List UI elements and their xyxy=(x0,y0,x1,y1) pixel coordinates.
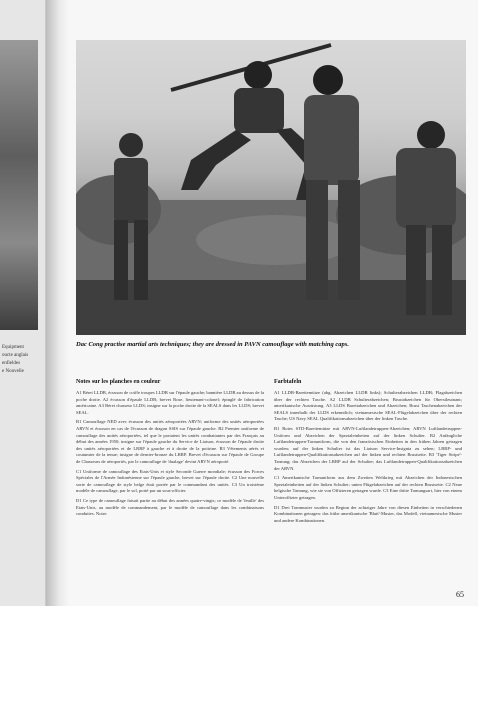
column-left-paragraph: B1 Camouflage NED avec écusson des unités aéroportées ARVN; uniforme des unités aéroportées ARVN et écusson en cas de l'écusson de dragon SSIS sur l'épaule gauche. B2 Premier uniforme de camouflage des unités aéroportées, tel que le portaient les unités combattantes par des Français au début des années 1950; insigne sur l'épaule gauche du Service de Liaison, écusson de l'épaule droite des unités aéroportées et de LRRP à gauche et à droite de la poitrine. B3 Vêtements aérés et coutumier de la tenue; insigne de dernier-bronze du LRRP. Brevet d'écusson sur l'épaule de Groupe de Chasseurs de aéroportés, par le camouflage de 'dualage' devint ARVN aéroporté. xyxy=(76,419,264,464)
left-page-text: Equipment xyxy=(2,345,24,350)
left-page-text: oucte anglais xyxy=(2,353,29,358)
column-right-paragraph: A1 LLDB-Barettemütze (abg. Abzeichen LLDB links); Schulterabzeichen LLDB; Flagabzeichen über der rechten Tasche. A2 LLDB Schulterabzeichen; Brustabzeichen für Oberstleutnant; amerikanische Ausrüstung. A3 LLDS Barettabzeichen und Abzeichen; Brust Taschenabzeichen der SEALS innerhalb der LLDS erkenntlich; vietnamesische SEAL-Flügelabzeichen über der rechten Tasche; US Navy SEAL Qualifikationsabzeichen über der linken Tasche. xyxy=(274,390,462,422)
photo-caption: Dac Cong practise martial arts techniques; they are dressed in PAVN camouflage with matching caps. xyxy=(76,341,349,348)
right-page xyxy=(68,0,478,606)
left-page xyxy=(0,0,46,606)
scan-background xyxy=(0,606,500,707)
left-page-photo xyxy=(0,40,38,330)
column-right-paragraph: B1 Rotes STD-Barettemütze mit ARVN-Luftlandetruppen-Abzeichen; ARVN Luftlandetruppen-Uniform und Abzeichen der Spezialeinheiten auf der linken Schulter. B2 Anfängliche Luftlandetruppen-Tarnuniform, die von den französischen Einheiten in den frühen Jahren getragen wurden; auf der linken Schulter ist das Liaison Service-Insignia zu sehen; LRRP- und Luftlandetruppen-Qualifikationsabzeichen auf der linken und rechten Brustseite. B3 'Tiger Stripe'-Tarnung; das Abzeichen der LRRP auf der Schulter; das Luftlandetruppen-Qualifikationsabzeichen der ARVN. xyxy=(274,425,462,471)
column-left-paragraph: A1 Béret LLDB, écusson de coiffe troupes LLDB sur l'épaule gauche; bannière LLDB au dessus de la poche droite. A2 écusson d'épaule LLDB; brevet Rose, lieutenant-colonel; épinglé de fabrication américaine. A3 Béret chasseur LLDS; insigne sur la poche droite de la SEALS dans les LLDS; brevet SEAL. xyxy=(76,390,264,415)
column-left xyxy=(76,378,264,521)
book-gutter xyxy=(46,0,68,606)
page-number: 65 xyxy=(456,590,464,599)
column-right-title: Farbtafeln xyxy=(274,379,302,385)
column-right xyxy=(274,378,462,527)
left-page-text: enfieldes xyxy=(2,361,21,366)
left-page-text: e Nouvelle xyxy=(2,369,24,374)
column-left-paragraph: C1 Uniforme de camouflage des Etats-Unis et style Seconde Guerre mondiale; écusson des Forces Spéciales de l'Armée Indonésienne sur l'épaule gauche, brevet sur l'épaule droite. C2 Une nouvelle sorte de camouflage de style belge était portée par le commandant des unités. C3 Un troisième modèle de camouflage, par le sol, porté par un sous-officier. xyxy=(76,468,264,494)
martial-arts-photo xyxy=(76,40,466,335)
column-right-paragraph: C1 Amerikanische Tarnuniform aus dem Zweiten Weltkrieg mit Abzeichen der Indonesischen Spezialeinheiten auf der linken Schulter; unten Flügelabzeichen auf der rechten Brustseite. C2 Neue belgische Tarnung, wie sie von Offizieren getragen wurde. C3 Eine dritte Tarnungsart, hier von einem Unteroffizier getragen. xyxy=(274,475,462,500)
column-right-paragraph: D1 Drei Tarnmuster wurden zu Beginn der achtziger Jahre von diesen Einheiten in verschiedenen Kombinationen getragen: das frühe amerikanische 'Blatt'-Muster, das Modell, vietnamesische Muster und andere Kombinationen. xyxy=(274,504,462,523)
column-left-paragraph: D1 Ce type de camouflage faisait partie au début des années quatre-vingts; ce modèle de 'feuille' des Etats-Unis, au modèle de commandement, par le modèle de camouflage dans les combinaisons conduites. Notre. xyxy=(76,497,264,517)
column-left-title: Notes sur les planches en couleur xyxy=(76,379,161,385)
photo-icon xyxy=(76,40,466,335)
